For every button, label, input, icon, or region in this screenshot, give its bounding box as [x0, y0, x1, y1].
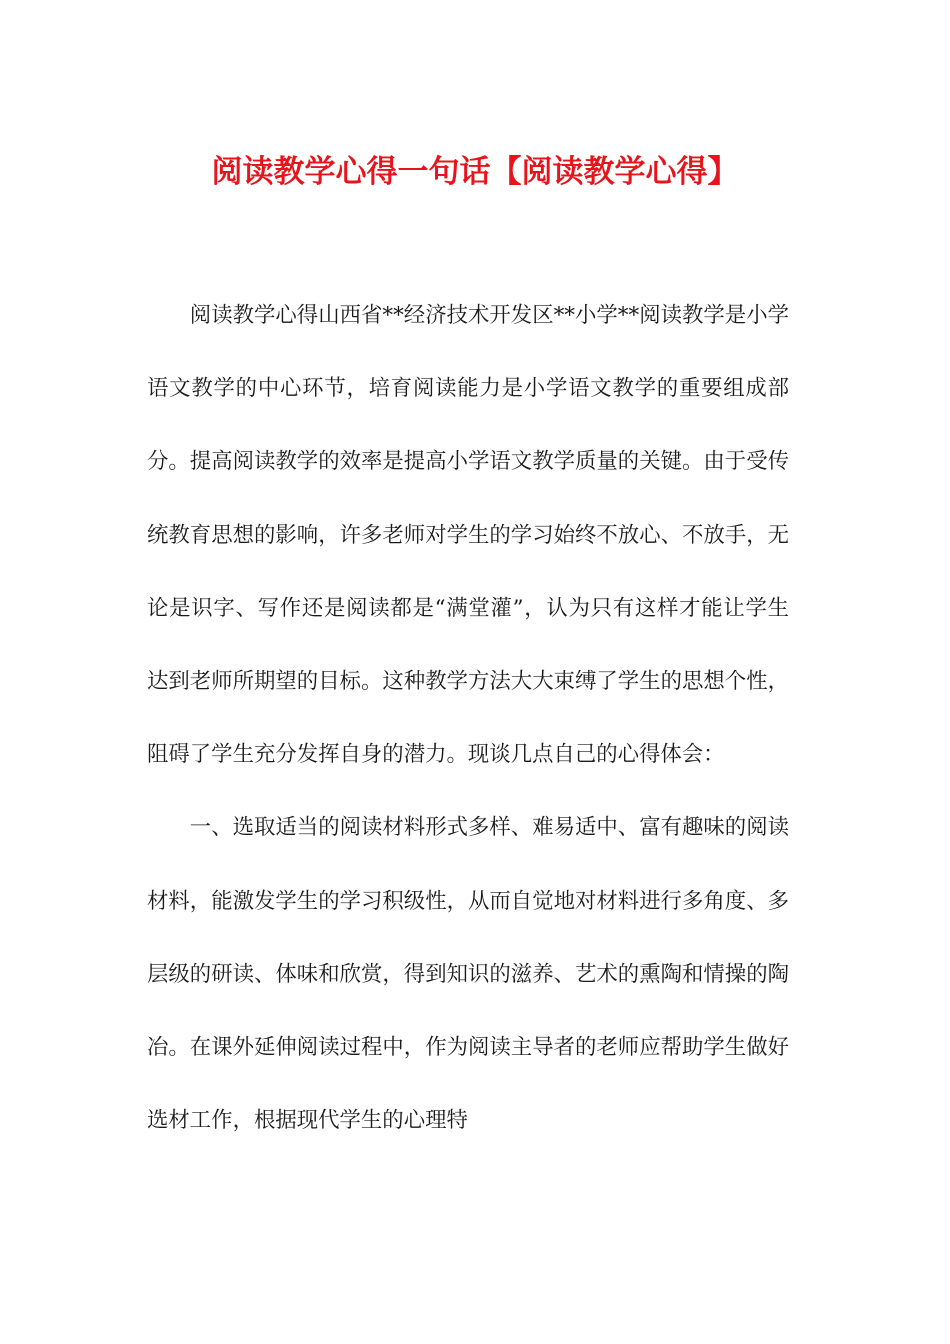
paragraph-section-one: 一、选取适当的阅读材料形式多样、难易适中、富有趣味的阅读材料，能激发学生的学习积级性，从而自觉地对材料进行多角度、多层级的研读、体味和欣赏，得到知识的滋养、艺术的熏陶和情操的陶冶。在课外延伸阅读过程中，作为阅读主导者的老师应帮助学生做好选材工作，根据现代学生的心理特: [147, 815, 789, 1134]
document-body: [147, 279, 789, 1157]
document-title: 阅读教学心得一句话【阅读教学心得】: [211, 154, 739, 190]
paragraph-intro: 阅读教学心得山西省**经济技术开发区**小学**阅读教学是小学语文教学的中心环节，培育阅读能力是小学语文教学的重要组成部分。提高阅读教学的效率是提高小学语文教学质量的关键。由于受传统教育思想的影响，许多老师对学生的学习始终不放心、不放手，无论是识字、写作还是阅读都是“满堂灌”，认为只有这样才能让学生达到老师所期望的目标。这种教学方法大大束缚了学生的思想个性，阻碍了学生充分发挥自身的潜力。现谈几点自己的心得体会：: [147, 303, 789, 768]
